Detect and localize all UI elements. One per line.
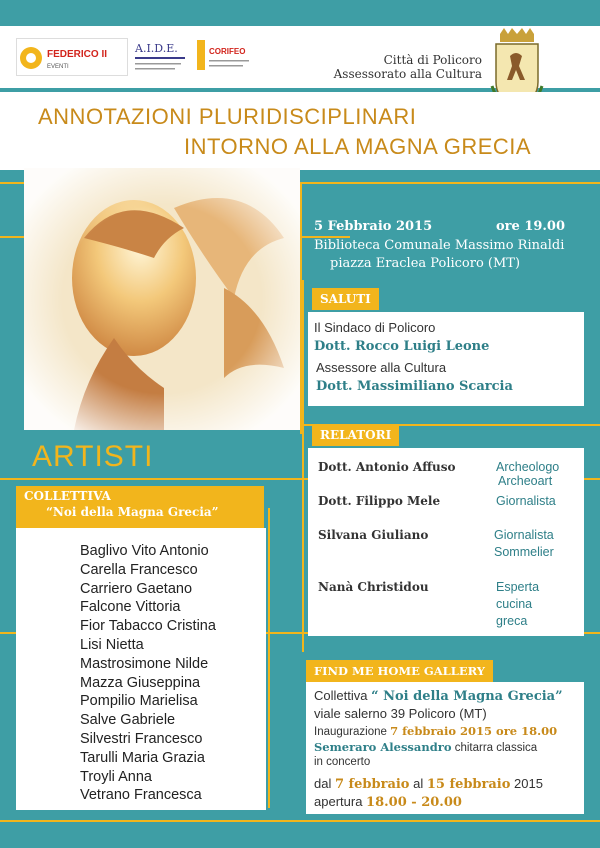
event-time: ore 19.00 (496, 219, 566, 234)
deco-line (0, 820, 600, 822)
gallery-dates (314, 776, 543, 792)
event-date: 5 Febbraio 2015 (314, 219, 433, 234)
gallery-performer (314, 740, 537, 754)
city-header (334, 53, 482, 81)
gallery-dates-dal: dal (314, 776, 332, 791)
sculpture-image (24, 168, 300, 430)
gallery-dates-year: 2015 (514, 776, 543, 791)
gallery-collettiva (314, 688, 563, 704)
deco-line (268, 508, 270, 808)
list-item: Mazza Giuseppina (80, 674, 201, 691)
relatore-name: Silvana Giuliano (318, 528, 429, 542)
svg-text:A.I.D.E.: A.I.D.E. (135, 42, 178, 55)
relatore-name: Nanà Christidou (318, 580, 429, 594)
svg-text:FEDERICO II: FEDERICO II (47, 49, 108, 60)
list-item: Troyli Anna (80, 768, 152, 785)
corifeo-logo (195, 38, 253, 76)
relatore-role: cucina (496, 597, 533, 611)
artisti-heading: ARTISTI (32, 440, 154, 473)
list-item: Carriero Gaetano (80, 580, 193, 597)
saluti-label: SALUTI (312, 288, 379, 310)
saluti-line-2: Dott. Rocco Luigi Leone (314, 339, 490, 354)
collettiva-label-box (16, 486, 264, 528)
artists-list (80, 542, 216, 805)
gallery-concert: in concerto (314, 756, 371, 768)
relatore-role: greca (496, 614, 528, 628)
event-place-line-2: piazza Eraclea Policoro (MT) (330, 256, 521, 271)
gallery-inaug-prefix: Inaugurazione (314, 726, 387, 738)
relatore-role: Archeoart (498, 474, 553, 488)
gallery-collettiva-prefix: Collettiva (314, 688, 368, 703)
list-item: Carella Francesco (80, 561, 198, 578)
svg-text:CORIFEO: CORIFEO (209, 47, 246, 56)
list-item: Fior Tabacco Cristina (80, 618, 216, 635)
gallery-hours (314, 794, 462, 810)
relatore-role: Archeologo (496, 460, 560, 474)
gallery-dates-al: al (413, 776, 424, 791)
title-band (0, 92, 600, 170)
relatore-role: Esperta (496, 580, 540, 594)
relatori-label: RELATORI (312, 424, 399, 446)
list-item: Baglivo Vito Antonio (80, 543, 209, 559)
list-item: Falcone Vittoria (80, 599, 181, 616)
gallery-collettiva-title: “ Noi della Magna Grecia” (371, 689, 563, 704)
list-item: Lisi Nietta (80, 636, 144, 653)
collettiva-title: “Noi della Magna Grecia” (46, 505, 219, 519)
relatore-role: Sommelier (494, 545, 554, 559)
gallery-hours-value: 18.00 - 20.00 (366, 795, 462, 810)
title-line-1: ANNOTAZIONI PLURIDISCIPLINARI (38, 104, 417, 129)
city-name: Città di Policoro (383, 53, 482, 67)
relatore-name: Dott. Antonio Affuso (318, 460, 456, 474)
collettiva-label: COLLETTIVA (24, 489, 111, 503)
gallery-address: viale salerno 39 Policoro (MT) (314, 706, 487, 721)
gallery-dates-from: 7 febbraio (334, 777, 410, 792)
saluti-line-4: Dott. Massimiliano Scarcia (316, 379, 513, 394)
list-item: Silvestri Francesco (80, 730, 203, 747)
list-item: Vetrano Francesca (80, 787, 202, 804)
gallery-label: FIND ME HOME GALLERY (306, 660, 493, 682)
federico-logo (16, 38, 128, 76)
list-item: Pompilio Marielisa (80, 693, 198, 710)
gallery-inauguration (314, 724, 557, 738)
relatore-role: Giornalista (496, 494, 556, 508)
list-item: Salve Gabriele (80, 712, 176, 729)
gallery-performer-desc: chitarra classica (454, 742, 538, 754)
list-item: Tarulli Maria Grazia (80, 749, 205, 766)
city-department: Assessorato alla Cultura (333, 67, 482, 81)
gallery-inaug-date: 7 febbraio 2015 ore 18.00 (390, 724, 558, 738)
gallery-hours-prefix: apertura (314, 794, 363, 809)
gallery-dates-to: 15 febbraio (426, 777, 511, 792)
event-place-line-1: Biblioteca Comunale Massimo Rinaldi (314, 238, 565, 253)
title-line-2: INTORNO ALLA MAGNA GRECIA (184, 134, 532, 159)
relatore-name: Dott. Filippo Mele (318, 494, 441, 508)
gallery-performer-name: Semeraro Alessandro (314, 740, 452, 754)
saluti-line-1: Il Sindaco di Policoro (314, 320, 436, 335)
aide-logo (133, 38, 189, 76)
list-item: Mastrosimone Nilde (80, 655, 209, 672)
saluti-line-3: Assessore alla Cultura (316, 360, 447, 375)
deco-line (302, 280, 304, 652)
svg-text:EVENTI: EVENTI (47, 64, 69, 70)
relatore-role: Giornalista (494, 528, 554, 542)
